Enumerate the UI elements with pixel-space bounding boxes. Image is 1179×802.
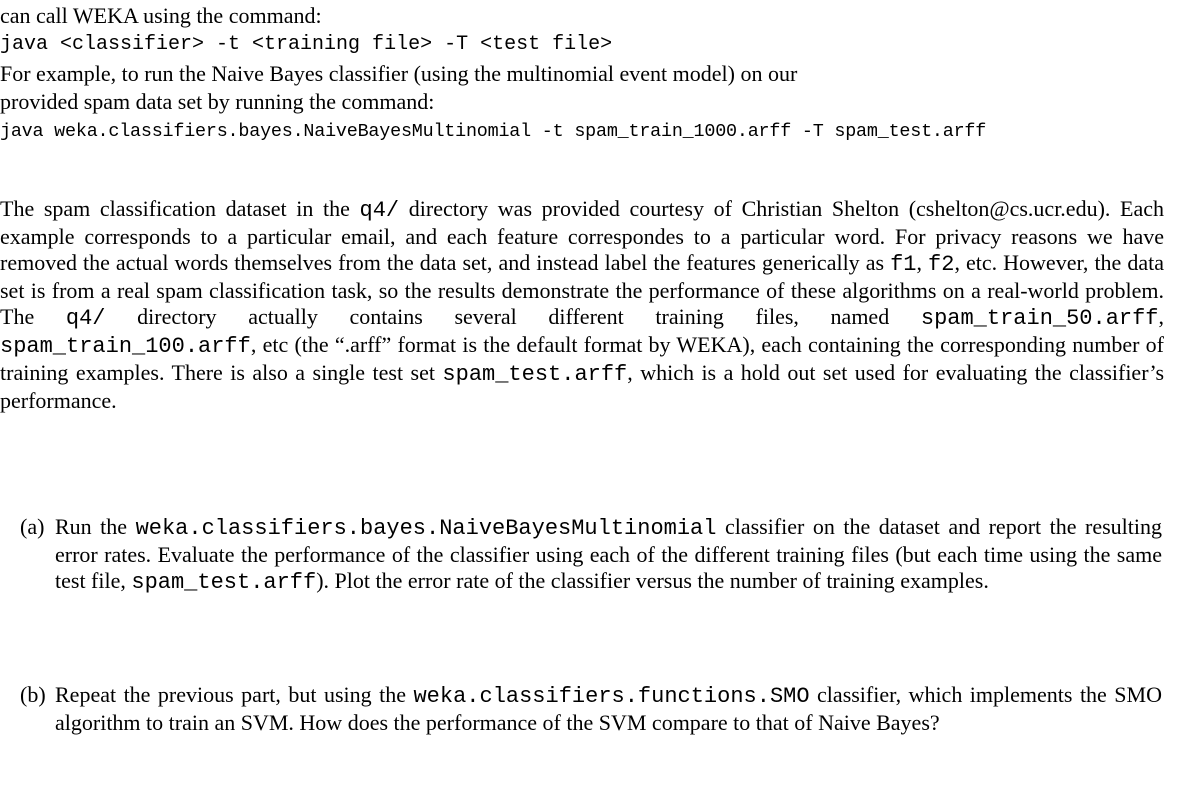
item-body	[55, 682, 1162, 736]
paragraph-text: ,	[1158, 304, 1165, 329]
file-name: spam_test.arff	[442, 362, 628, 387]
paragraph-text: The spam classification dataset in the	[0, 196, 360, 221]
paragraph-text: directory was provided courtesy of Christian Shelton (cshelton@cs.ucr.edu). Each example corresponds to a particular email, and each feature correspondes to a particular word. For privacy reasons we have removed the actual words themselves from the data set, and instead label the features generically as	[0, 196, 1164, 275]
example-text-line-1: For example, to run the Naive Bayes classifier (using the multinomial event model) on our	[0, 61, 798, 86]
command-template: java <classifier> -t <training file> -T <test file>	[0, 33, 613, 56]
classifier-name: weka.classifiers.functions.SMO	[413, 684, 810, 709]
item-body	[55, 514, 1162, 596]
file-name: spam_train_50.arff	[920, 306, 1159, 331]
paragraph-text: directory actually contains several different training files, named	[105, 304, 921, 329]
paragraph-text: , etc. However, the data set is from a real spam classification task, so the results demonstrate the performance of these algorithms on a real-world problem. The	[0, 250, 1164, 329]
item-text: classifier on the dataset and report the resulting error rates. Evaluate the performance of the classifier using each of the different training files (but each time using the same test file,	[55, 514, 1162, 593]
paragraph-text: , etc (the “.arff” format is the default format by WEKA), each containing the corresponding number of training examples. There is also a single test set	[0, 332, 1164, 385]
intro-line: can call WEKA using the command:	[0, 3, 322, 28]
example-text-line-2: provided spam data set by running the command:	[0, 89, 435, 114]
file-name: spam_test.arff	[131, 570, 317, 595]
list-item-b	[0, 682, 1162, 736]
item-text: Run the	[55, 514, 136, 539]
paragraph-text: , which is a hold out set used for evaluating the classifier’s performance.	[0, 360, 1165, 413]
directory-name: q4/	[359, 198, 400, 223]
file-name: spam_train_100.arff	[0, 334, 251, 359]
feature-name: f1	[890, 252, 917, 277]
item-label: (b)	[20, 682, 46, 707]
example-command: java weka.classifiers.bayes.NaiveBayesMultinomial -t spam_train_1000.arff -T spam_test.arff	[0, 121, 987, 142]
dataset-paragraph	[0, 196, 1164, 414]
feature-name: f2	[928, 252, 955, 277]
item-text: classifier, which implements the SMO algorithm to train an SVM. How does the performance of the SVM compare to that of Naive Bayes?	[55, 682, 1162, 735]
paragraph-text: ,	[916, 250, 929, 275]
list-item-a	[0, 514, 1162, 596]
item-text: ). Plot the error rate of the classifier versus the number of training examples.	[316, 568, 989, 593]
item-label: (a)	[20, 514, 45, 539]
classifier-name: weka.classifiers.bayes.NaiveBayesMultinomial	[135, 516, 717, 541]
item-text: Repeat the previous part, but using the	[55, 682, 414, 707]
directory-name: q4/	[65, 306, 106, 331]
